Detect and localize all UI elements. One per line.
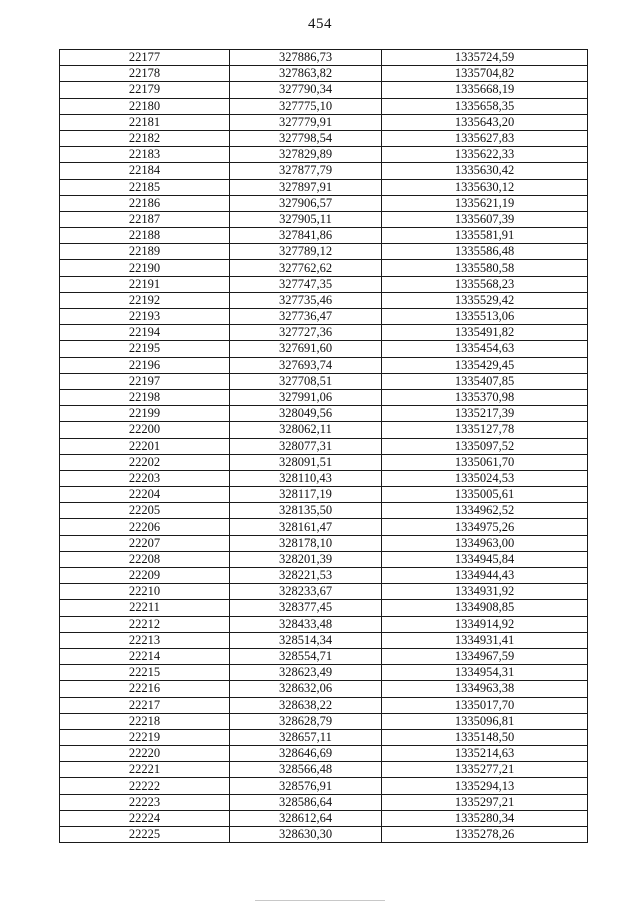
table-row <box>60 470 588 486</box>
table-row <box>60 438 588 454</box>
y-coordinate-cell: 1335668,19 <box>382 82 588 98</box>
point-number-cell: 22210 <box>60 584 230 600</box>
y-coordinate-cell: 1335429,45 <box>382 357 588 373</box>
point-number-cell: 22200 <box>60 422 230 438</box>
point-number-cell: 22220 <box>60 746 230 762</box>
point-number-cell: 22209 <box>60 568 230 584</box>
x-coordinate-cell: 327735,46 <box>230 292 382 308</box>
point-number-cell: 22183 <box>60 147 230 163</box>
y-coordinate-cell: 1335724,59 <box>382 50 588 66</box>
y-coordinate-cell: 1335280,34 <box>382 810 588 826</box>
point-number-cell: 22194 <box>60 325 230 341</box>
x-coordinate-cell: 328628,79 <box>230 713 382 729</box>
point-number-cell: 22196 <box>60 357 230 373</box>
table-row <box>60 810 588 826</box>
x-coordinate-cell: 328178,10 <box>230 535 382 551</box>
table-row <box>60 794 588 810</box>
table-row <box>60 568 588 584</box>
table-row <box>60 211 588 227</box>
y-coordinate-cell: 1335061,70 <box>382 454 588 470</box>
coordinates-table <box>59 49 588 843</box>
y-coordinate-cell: 1335586,48 <box>382 244 588 260</box>
point-number-cell: 22179 <box>60 82 230 98</box>
point-number-cell: 22192 <box>60 292 230 308</box>
point-number-cell: 22202 <box>60 454 230 470</box>
y-coordinate-cell: 1334931,41 <box>382 632 588 648</box>
table-row <box>60 519 588 535</box>
table-row <box>60 503 588 519</box>
y-coordinate-cell: 1335370,98 <box>382 389 588 405</box>
y-coordinate-cell: 1334967,59 <box>382 648 588 664</box>
point-number-cell: 22181 <box>60 114 230 130</box>
point-number-cell: 22215 <box>60 665 230 681</box>
table-row <box>60 762 588 778</box>
y-coordinate-cell: 1335214,63 <box>382 746 588 762</box>
y-coordinate-cell: 1335529,42 <box>382 292 588 308</box>
y-coordinate-cell: 1335278,26 <box>382 827 588 843</box>
x-coordinate-cell: 328117,19 <box>230 487 382 503</box>
y-coordinate-cell: 1335658,35 <box>382 98 588 114</box>
x-coordinate-cell: 327829,89 <box>230 147 382 163</box>
table-row <box>60 665 588 681</box>
y-coordinate-cell: 1334914,92 <box>382 616 588 632</box>
x-coordinate-cell: 327906,57 <box>230 195 382 211</box>
x-coordinate-cell: 328077,31 <box>230 438 382 454</box>
x-coordinate-cell: 328233,67 <box>230 584 382 600</box>
y-coordinate-cell: 1335630,12 <box>382 179 588 195</box>
y-coordinate-cell: 1335097,52 <box>382 438 588 454</box>
table-row <box>60 373 588 389</box>
y-coordinate-cell: 1334962,52 <box>382 503 588 519</box>
page-number: 454 <box>308 16 332 32</box>
y-coordinate-cell: 1334954,31 <box>382 665 588 681</box>
table-row <box>60 98 588 114</box>
table-row <box>60 422 588 438</box>
point-number-cell: 22184 <box>60 163 230 179</box>
y-coordinate-cell: 1335704,82 <box>382 66 588 82</box>
y-coordinate-cell: 1335581,91 <box>382 228 588 244</box>
point-number-cell: 22180 <box>60 98 230 114</box>
coordinates-table-body <box>60 50 588 843</box>
x-coordinate-cell: 327905,11 <box>230 211 382 227</box>
point-number-cell: 22191 <box>60 276 230 292</box>
table-row <box>60 228 588 244</box>
x-coordinate-cell: 328623,49 <box>230 665 382 681</box>
point-number-cell: 22182 <box>60 130 230 146</box>
point-number-cell: 22211 <box>60 600 230 616</box>
point-number-cell: 22219 <box>60 729 230 745</box>
table-row <box>60 325 588 341</box>
point-number-cell: 22188 <box>60 228 230 244</box>
table-row <box>60 130 588 146</box>
table-row <box>60 406 588 422</box>
point-number-cell: 22189 <box>60 244 230 260</box>
x-coordinate-cell: 327775,10 <box>230 98 382 114</box>
footer-divider <box>255 900 385 901</box>
y-coordinate-cell: 1335607,39 <box>382 211 588 227</box>
x-coordinate-cell: 328377,45 <box>230 600 382 616</box>
x-coordinate-cell: 328433,48 <box>230 616 382 632</box>
x-coordinate-cell: 328630,30 <box>230 827 382 843</box>
y-coordinate-cell: 1335580,58 <box>382 260 588 276</box>
table-row <box>60 535 588 551</box>
x-coordinate-cell: 328514,34 <box>230 632 382 648</box>
x-coordinate-cell: 327762,62 <box>230 260 382 276</box>
x-coordinate-cell: 328657,11 <box>230 729 382 745</box>
point-number-cell: 22195 <box>60 341 230 357</box>
table-row <box>60 454 588 470</box>
x-coordinate-cell: 328221,53 <box>230 568 382 584</box>
point-number-cell: 22193 <box>60 309 230 325</box>
y-coordinate-cell: 1334908,85 <box>382 600 588 616</box>
x-coordinate-cell: 327841,86 <box>230 228 382 244</box>
point-number-cell: 22197 <box>60 373 230 389</box>
table-row <box>60 147 588 163</box>
point-number-cell: 22213 <box>60 632 230 648</box>
x-coordinate-cell: 328049,56 <box>230 406 382 422</box>
x-coordinate-cell: 328062,11 <box>230 422 382 438</box>
x-coordinate-cell: 328612,64 <box>230 810 382 826</box>
x-coordinate-cell: 328161,47 <box>230 519 382 535</box>
table-row <box>60 341 588 357</box>
y-coordinate-cell: 1335513,06 <box>382 309 588 325</box>
y-coordinate-cell: 1334963,00 <box>382 535 588 551</box>
table-row <box>60 778 588 794</box>
point-number-cell: 22216 <box>60 681 230 697</box>
table-row <box>60 487 588 503</box>
y-coordinate-cell: 1335297,21 <box>382 794 588 810</box>
x-coordinate-cell: 327693,74 <box>230 357 382 373</box>
point-number-cell: 22186 <box>60 195 230 211</box>
table-row <box>60 66 588 82</box>
x-coordinate-cell: 327789,12 <box>230 244 382 260</box>
x-coordinate-cell: 327790,34 <box>230 82 382 98</box>
point-number-cell: 22207 <box>60 535 230 551</box>
y-coordinate-cell: 1335627,83 <box>382 130 588 146</box>
table-row <box>60 163 588 179</box>
point-number-cell: 22190 <box>60 260 230 276</box>
y-coordinate-cell: 1335217,39 <box>382 406 588 422</box>
y-coordinate-cell: 1335277,21 <box>382 762 588 778</box>
y-coordinate-cell: 1335024,53 <box>382 470 588 486</box>
table-row <box>60 616 588 632</box>
point-number-cell: 22208 <box>60 551 230 567</box>
point-number-cell: 22203 <box>60 470 230 486</box>
y-coordinate-cell: 1335568,23 <box>382 276 588 292</box>
y-coordinate-cell: 1335127,78 <box>382 422 588 438</box>
point-number-cell: 22178 <box>60 66 230 82</box>
point-number-cell: 22225 <box>60 827 230 843</box>
point-number-cell: 22224 <box>60 810 230 826</box>
x-coordinate-cell: 328566,48 <box>230 762 382 778</box>
point-number-cell: 22222 <box>60 778 230 794</box>
x-coordinate-cell: 328646,69 <box>230 746 382 762</box>
x-coordinate-cell: 327747,35 <box>230 276 382 292</box>
point-number-cell: 22218 <box>60 713 230 729</box>
point-number-cell: 22187 <box>60 211 230 227</box>
y-coordinate-cell: 1335630,42 <box>382 163 588 179</box>
table-row <box>60 114 588 130</box>
point-number-cell: 22223 <box>60 794 230 810</box>
table-row <box>60 632 588 648</box>
y-coordinate-cell: 1334931,92 <box>382 584 588 600</box>
y-coordinate-cell: 1334945,84 <box>382 551 588 567</box>
x-coordinate-cell: 327779,91 <box>230 114 382 130</box>
table-row <box>60 292 588 308</box>
x-coordinate-cell: 328632,06 <box>230 681 382 697</box>
x-coordinate-cell: 328135,50 <box>230 503 382 519</box>
x-coordinate-cell: 327727,36 <box>230 325 382 341</box>
y-coordinate-cell: 1335491,82 <box>382 325 588 341</box>
y-coordinate-cell: 1335622,33 <box>382 147 588 163</box>
y-coordinate-cell: 1334963,38 <box>382 681 588 697</box>
point-number-cell: 22198 <box>60 389 230 405</box>
point-number-cell: 22185 <box>60 179 230 195</box>
x-coordinate-cell: 328110,43 <box>230 470 382 486</box>
point-number-cell: 22205 <box>60 503 230 519</box>
x-coordinate-cell: 328554,71 <box>230 648 382 664</box>
table-row <box>60 827 588 843</box>
table-row <box>60 697 588 713</box>
point-number-cell: 22206 <box>60 519 230 535</box>
x-coordinate-cell: 328201,39 <box>230 551 382 567</box>
y-coordinate-cell: 1335096,81 <box>382 713 588 729</box>
table-row <box>60 195 588 211</box>
point-number-cell: 22212 <box>60 616 230 632</box>
y-coordinate-cell: 1334975,26 <box>382 519 588 535</box>
x-coordinate-cell: 327897,91 <box>230 179 382 195</box>
point-number-cell: 22177 <box>60 50 230 66</box>
x-coordinate-cell: 327863,82 <box>230 66 382 82</box>
table-row <box>60 276 588 292</box>
y-coordinate-cell: 1334944,43 <box>382 568 588 584</box>
y-coordinate-cell: 1335407,85 <box>382 373 588 389</box>
table-row <box>60 551 588 567</box>
x-coordinate-cell: 327877,79 <box>230 163 382 179</box>
y-coordinate-cell: 1335005,61 <box>382 487 588 503</box>
x-coordinate-cell: 327708,51 <box>230 373 382 389</box>
point-number-cell: 22214 <box>60 648 230 664</box>
table-row <box>60 357 588 373</box>
table-row <box>60 179 588 195</box>
table-row <box>60 584 588 600</box>
table-row <box>60 648 588 664</box>
x-coordinate-cell: 328091,51 <box>230 454 382 470</box>
point-number-cell: 22221 <box>60 762 230 778</box>
x-coordinate-cell: 328638,22 <box>230 697 382 713</box>
table-row <box>60 713 588 729</box>
table-row <box>60 82 588 98</box>
point-number-cell: 22217 <box>60 697 230 713</box>
table-row <box>60 244 588 260</box>
x-coordinate-cell: 327736,47 <box>230 309 382 325</box>
point-number-cell: 22201 <box>60 438 230 454</box>
y-coordinate-cell: 1335017,70 <box>382 697 588 713</box>
x-coordinate-cell: 328576,91 <box>230 778 382 794</box>
y-coordinate-cell: 1335294,13 <box>382 778 588 794</box>
y-coordinate-cell: 1335621,19 <box>382 195 588 211</box>
table-row <box>60 746 588 762</box>
y-coordinate-cell: 1335643,20 <box>382 114 588 130</box>
y-coordinate-cell: 1335454,63 <box>382 341 588 357</box>
x-coordinate-cell: 327798,54 <box>230 130 382 146</box>
y-coordinate-cell: 1335148,50 <box>382 729 588 745</box>
table-row <box>60 389 588 405</box>
x-coordinate-cell: 327991,06 <box>230 389 382 405</box>
x-coordinate-cell: 328586,64 <box>230 794 382 810</box>
table-row <box>60 50 588 66</box>
point-number-cell: 22199 <box>60 406 230 422</box>
table-row <box>60 260 588 276</box>
x-coordinate-cell: 327886,73 <box>230 50 382 66</box>
x-coordinate-cell: 327691,60 <box>230 341 382 357</box>
table-row <box>60 729 588 745</box>
table-row <box>60 681 588 697</box>
point-number-cell: 22204 <box>60 487 230 503</box>
table-row <box>60 600 588 616</box>
table-row <box>60 309 588 325</box>
